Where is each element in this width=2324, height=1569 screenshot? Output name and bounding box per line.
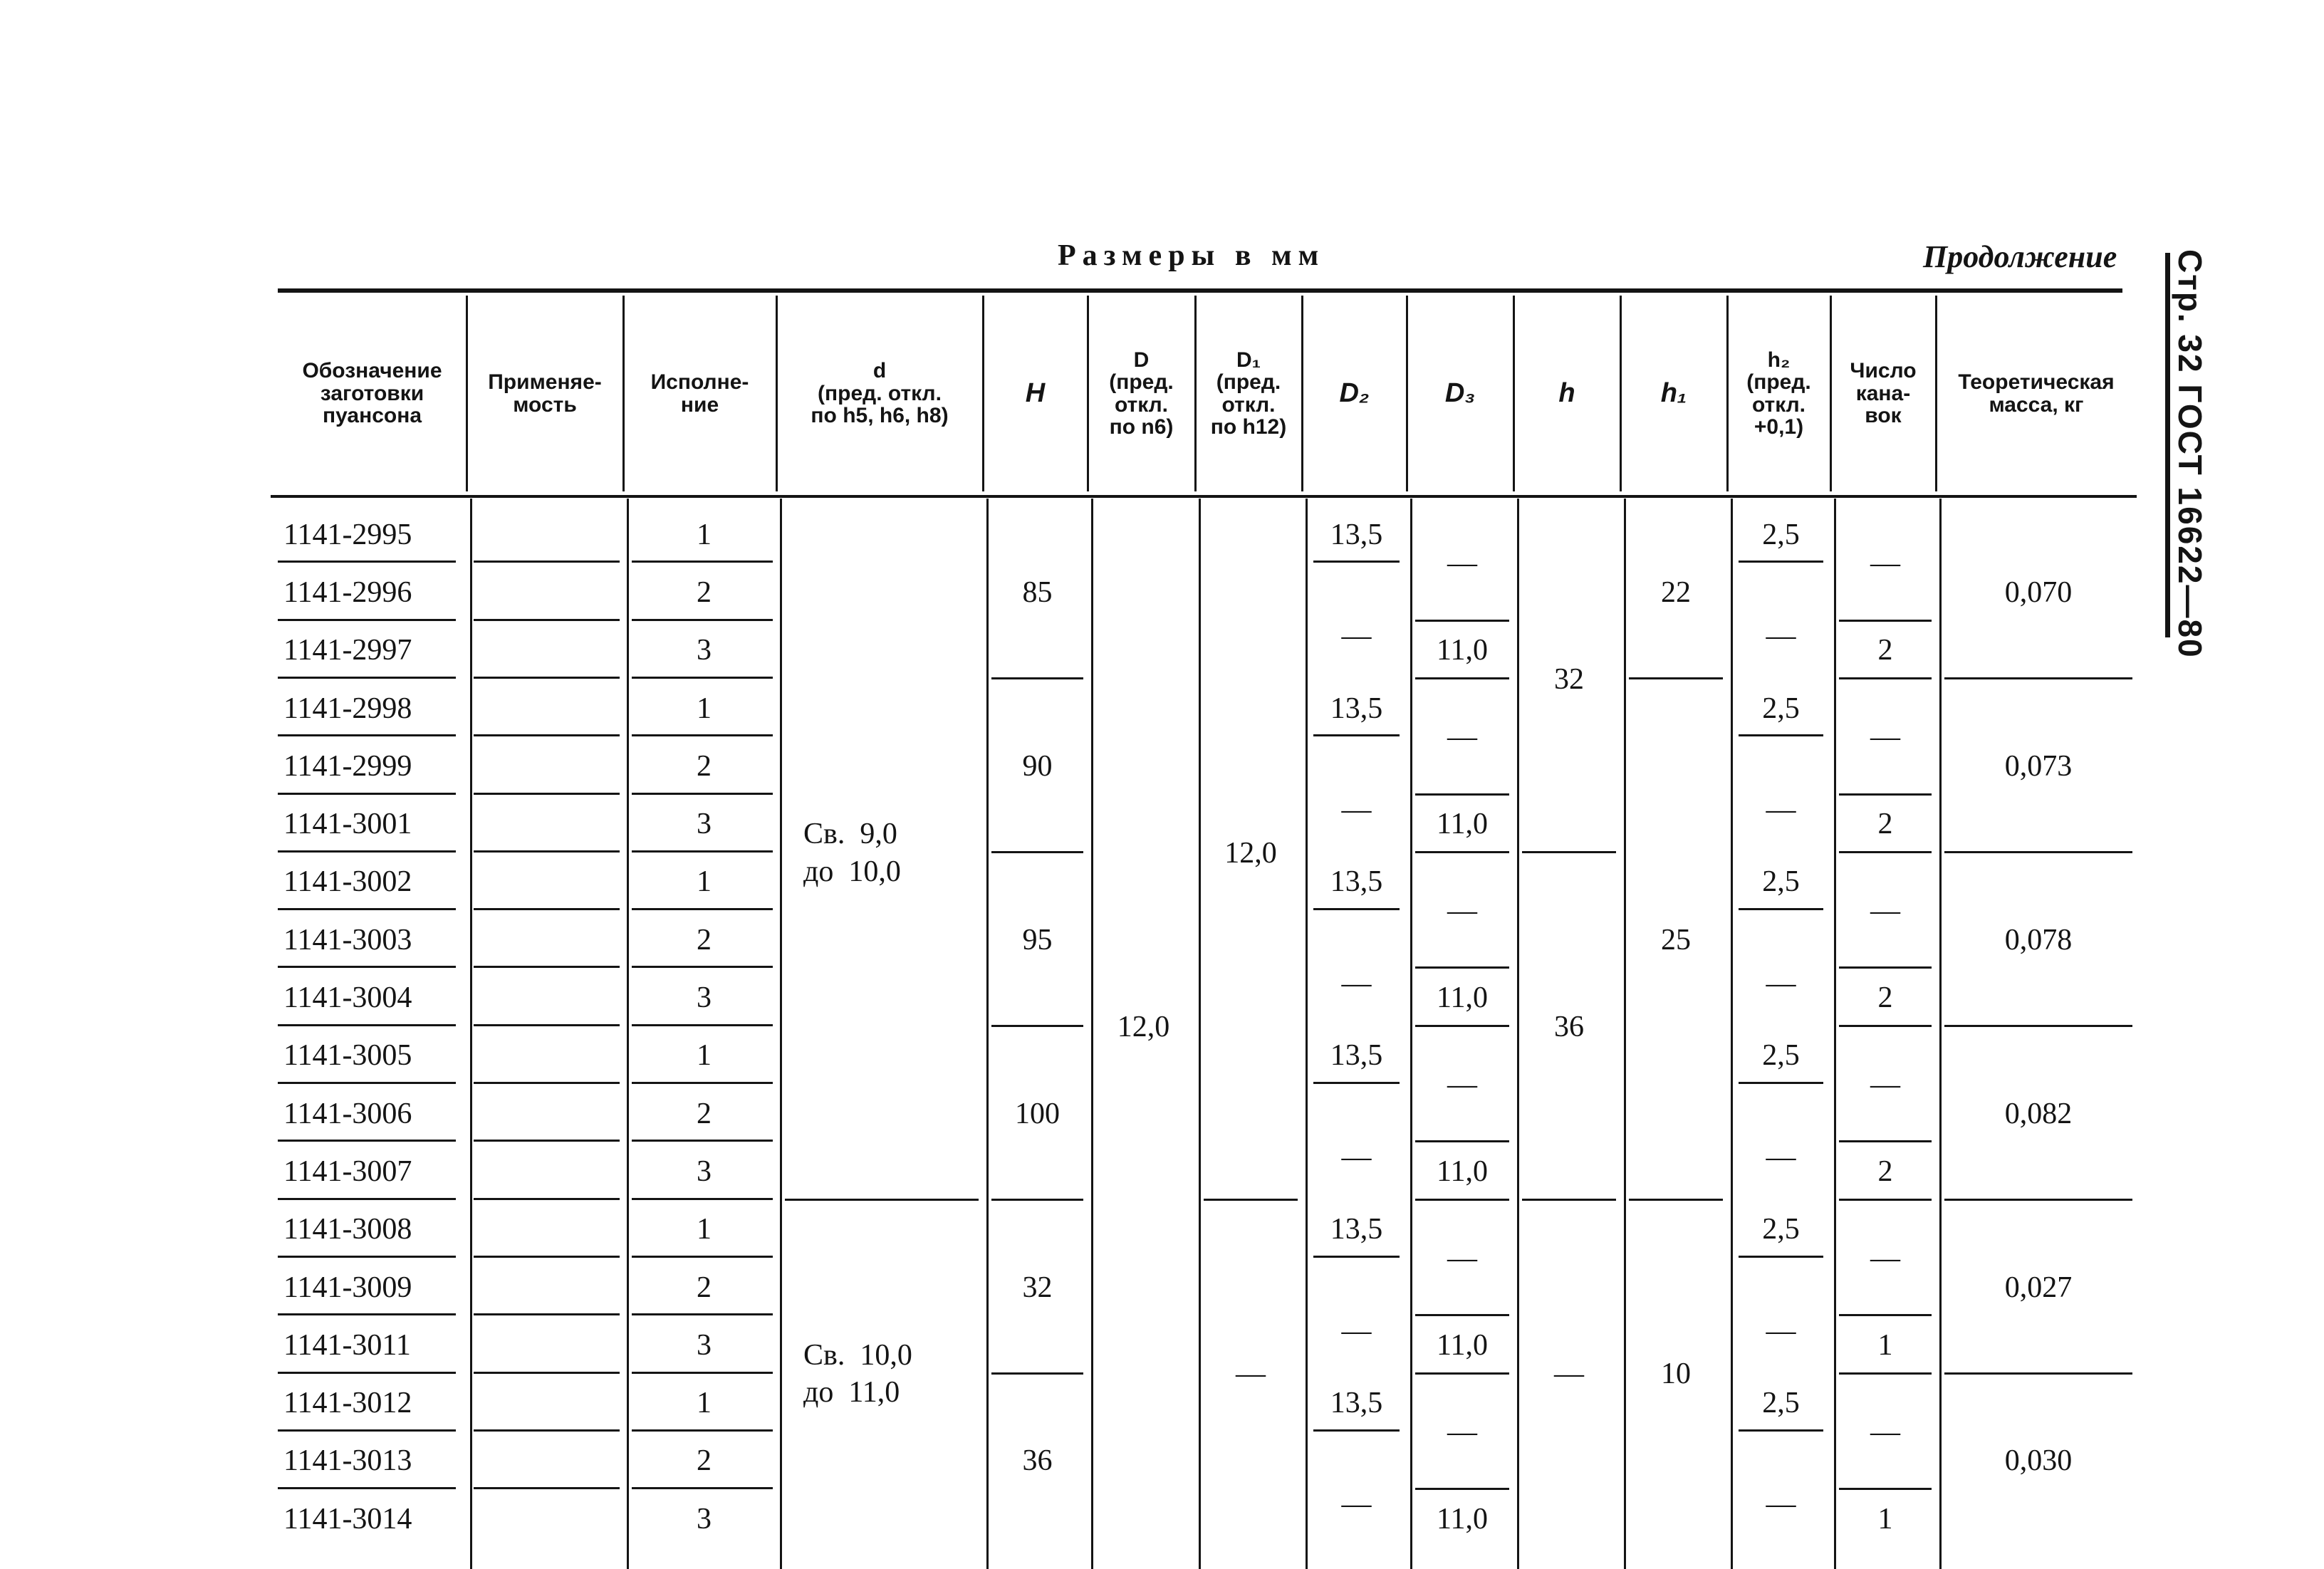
row-rule	[474, 850, 620, 853]
row-rule	[474, 966, 620, 968]
designation-cell: 1141-3008	[283, 1213, 412, 1246]
designation-cell: 1141-3003	[283, 923, 412, 956]
header-column-rule	[1513, 296, 1515, 491]
h2-cell: 2,5	[1762, 692, 1800, 725]
designation-cell: 1141-3004	[283, 981, 412, 1015]
D3-cell: 11,0	[1437, 1502, 1488, 1536]
grooves-cell: 2	[1877, 808, 1893, 841]
designation-cell: 1141-2996	[283, 575, 412, 609]
version-cell: 2	[697, 1444, 712, 1478]
row-rule	[474, 1198, 620, 1200]
row-rule	[278, 1024, 456, 1026]
header-h	[1515, 296, 1619, 491]
d2-cell: —	[1341, 793, 1372, 826]
header-column-rule	[1301, 296, 1303, 491]
h2-cell: —	[1766, 793, 1796, 826]
designation-cell: 1141-2995	[283, 518, 412, 551]
row-rule	[474, 908, 620, 910]
h-cell: —	[1554, 1357, 1584, 1391]
H-cell: 85	[1022, 575, 1053, 609]
row-rule	[632, 1198, 773, 1200]
row-rule	[474, 793, 620, 795]
page-label-text: Стр. 32 ГОСТ 16622—80	[2172, 249, 2209, 659]
mass-cell: 0,027	[2004, 1271, 2073, 1304]
table-top-rule	[278, 288, 2122, 293]
row-rule	[632, 1372, 773, 1374]
d-cell: Св. 10,0 до 11,0	[803, 1338, 912, 1409]
row-rule	[278, 1487, 456, 1489]
D3-cell: 11,0	[1437, 634, 1488, 667]
header-version	[625, 296, 775, 491]
row-rule	[278, 1082, 456, 1084]
row-rule	[278, 1256, 456, 1258]
mass-cell: 0,073	[2004, 749, 2073, 783]
grooves-cell: —	[1870, 895, 1900, 928]
row-rule	[278, 1140, 456, 1142]
h2-cell: 2,5	[1762, 518, 1800, 551]
header-code	[279, 296, 465, 491]
row-rule	[474, 1429, 620, 1432]
designation-cell: 1141-3005	[283, 1039, 412, 1073]
h2-cell: —	[1766, 1314, 1796, 1348]
header-column-rule	[1194, 296, 1197, 491]
d2-cell: 13,5	[1330, 518, 1383, 551]
row-rule	[632, 677, 773, 679]
h-cell: 32	[1554, 662, 1584, 696]
D1-cell: —	[1236, 1357, 1266, 1391]
h-cell: 36	[1554, 1010, 1584, 1043]
H-cell: 90	[1022, 749, 1053, 783]
version-cell: 2	[697, 1097, 712, 1130]
header-column-rule	[1726, 296, 1729, 491]
header-mass	[1937, 296, 2135, 491]
version-cell: 1	[697, 1213, 712, 1246]
row-rule	[632, 619, 773, 621]
version-cell: 1	[697, 518, 712, 551]
h2-cell: 2,5	[1762, 865, 1800, 899]
header-column-rule	[776, 296, 778, 491]
row-rule	[474, 1313, 620, 1315]
D3-cell: —	[1447, 721, 1477, 754]
row-rule	[1313, 734, 1400, 736]
d2-cell: 13,5	[1330, 865, 1383, 899]
d2-cell: 13,5	[1330, 692, 1383, 725]
h1-cell: 22	[1661, 575, 1691, 609]
h1-cell: 10	[1661, 1357, 1691, 1391]
row-rule	[1739, 561, 1823, 563]
grooves-cell: 1	[1877, 1328, 1893, 1362]
d2-cell: —	[1341, 619, 1372, 652]
row-rule	[632, 1256, 773, 1258]
D3-cell: 11,0	[1437, 1328, 1488, 1362]
row-rule	[1739, 1256, 1823, 1258]
version-cell: 3	[697, 1502, 712, 1536]
version-cell: 1	[697, 865, 712, 899]
row-rule	[1739, 1082, 1823, 1084]
version-cell: 3	[697, 981, 712, 1015]
D-cell: 12,0	[1117, 1010, 1170, 1043]
mass-cell: 0,030	[2004, 1444, 2073, 1478]
header-h1-label: h₁	[1660, 377, 1687, 408]
header-D1	[1197, 296, 1301, 491]
mass-cell: 0,078	[2004, 923, 2073, 956]
header-d-label: d (пред. откл. по h5, h6, h8)	[811, 359, 949, 428]
grooves-cell: —	[1870, 1241, 1900, 1275]
grooves-cell: 2	[1877, 1154, 1893, 1188]
row-rule	[474, 1372, 620, 1374]
header-mass-label: Теоретическая масса, кг	[1958, 370, 2115, 417]
row-rule	[474, 561, 620, 563]
row-rule	[1313, 1429, 1400, 1432]
version-cell: 1	[697, 1039, 712, 1073]
header-h-label: h	[1558, 377, 1575, 408]
h2-cell: 2,5	[1762, 1213, 1800, 1246]
H-cell: 36	[1022, 1444, 1053, 1478]
designation-cell: 1141-3006	[283, 1097, 412, 1130]
version-cell: 1	[697, 1387, 712, 1420]
row-rule	[474, 619, 620, 621]
header-H-label: H	[1025, 377, 1046, 408]
row-rule	[278, 1313, 456, 1315]
grooves-cell: —	[1870, 547, 1900, 580]
designation-cell: 1141-2997	[283, 634, 412, 667]
row-rule	[632, 793, 773, 795]
header-code-label: Обозначение заготовки пуансона	[302, 359, 442, 428]
row-rule	[278, 561, 456, 563]
D3-cell: —	[1447, 1415, 1477, 1449]
header-D1-label: D₁ (пред. откл. по h12)	[1210, 348, 1287, 439]
grooves-cell: —	[1870, 1068, 1900, 1101]
row-rule	[632, 1313, 773, 1315]
header-D	[1089, 296, 1194, 491]
d2-cell: 13,5	[1330, 1387, 1383, 1420]
row-rule	[474, 734, 620, 736]
row-rule	[474, 1140, 620, 1142]
h2-cell: —	[1766, 1140, 1796, 1174]
header-D3	[1408, 296, 1512, 491]
header-D2	[1303, 296, 1405, 491]
D1-cell: 12,0	[1224, 836, 1277, 870]
version-cell: 2	[697, 1271, 712, 1304]
designation-cell: 1141-3011	[283, 1328, 411, 1362]
h2-cell: 2,5	[1762, 1039, 1800, 1073]
row-rule	[278, 793, 456, 795]
H-cell: 100	[1015, 1097, 1060, 1130]
row-rule	[474, 1024, 620, 1026]
h2-cell: 2,5	[1762, 1387, 1800, 1420]
mass-cell: 0,082	[2004, 1097, 2073, 1130]
row-rule	[474, 1082, 620, 1084]
D3-cell: 11,0	[1437, 808, 1488, 841]
header-D3-label: D₃	[1444, 377, 1476, 408]
mass-cell: 0,070	[2004, 575, 2073, 609]
row-rule	[632, 908, 773, 910]
row-rule	[632, 561, 773, 563]
row-rule	[474, 1487, 620, 1489]
row-rule	[632, 1140, 773, 1142]
D3-cell: —	[1447, 1068, 1477, 1101]
designation-cell: 1141-2998	[283, 692, 412, 725]
h2-cell: —	[1766, 619, 1796, 652]
H-cell: 95	[1022, 923, 1053, 956]
designation-cell: 1141-3014	[283, 1502, 412, 1536]
header-d	[778, 296, 981, 491]
designation-cell: 1141-3001	[283, 808, 412, 841]
row-rule	[632, 1429, 773, 1432]
d2-cell: 13,5	[1330, 1213, 1383, 1246]
designation-cell: 1141-3013	[283, 1444, 412, 1478]
header-column-rule	[466, 296, 468, 491]
d2-cell: —	[1341, 966, 1372, 1000]
D3-cell: —	[1447, 547, 1477, 580]
row-rule	[632, 966, 773, 968]
d2-cell: 13,5	[1330, 1039, 1383, 1073]
header-column-rule	[1620, 296, 1622, 491]
d2-cell: —	[1341, 1488, 1372, 1521]
row-rule	[632, 1082, 773, 1084]
row-rule	[632, 1024, 773, 1026]
version-cell: 2	[697, 749, 712, 783]
row-rule	[278, 677, 456, 679]
row-rule	[632, 734, 773, 736]
row-rule	[1739, 1429, 1823, 1432]
row-rule	[632, 850, 773, 853]
version-cell: 2	[697, 923, 712, 956]
header-D2-label: D₂	[1339, 377, 1370, 408]
row-rule	[474, 677, 620, 679]
version-cell: 3	[697, 1328, 712, 1362]
header-D-label: D (пред. откл. по n6)	[1109, 348, 1174, 439]
row-rule	[278, 619, 456, 621]
row-rule	[278, 908, 456, 910]
designation-cell: 1141-3007	[283, 1154, 412, 1188]
D3-cell: 11,0	[1437, 981, 1488, 1015]
units-caption: Размеры в мм	[1058, 239, 1325, 272]
H-cell: 32	[1022, 1271, 1053, 1304]
row-rule	[278, 1198, 456, 1200]
header-grooves	[1832, 296, 1934, 491]
header-bottom-rule	[271, 495, 2137, 498]
grooves-cell: 2	[1877, 634, 1893, 667]
row-rule	[278, 1372, 456, 1374]
header-column-rule	[622, 296, 625, 491]
d-cell: Св. 9,0 до 10,0	[803, 818, 901, 888]
header-H	[984, 296, 1086, 491]
D3-cell: —	[1447, 895, 1477, 928]
D3-cell: —	[1447, 1241, 1477, 1275]
header-version-label: Исполне- ние	[650, 370, 749, 417]
header-column-rule	[982, 296, 984, 491]
header-applicability	[468, 296, 622, 491]
designation-cell: 1141-3002	[283, 865, 412, 899]
h2-cell: —	[1766, 966, 1796, 1000]
d2-cell: —	[1341, 1314, 1372, 1348]
row-rule	[278, 966, 456, 968]
header-column-rule	[1087, 296, 1089, 491]
d2-cell: —	[1341, 1140, 1372, 1174]
row-rule	[1313, 1082, 1400, 1084]
grooves-cell: 2	[1877, 981, 1893, 1015]
header-h2-label: h₂ (пред. откл. +0,1)	[1746, 348, 1811, 439]
h1-cell: 25	[1661, 923, 1691, 956]
header-column-rule	[1935, 296, 1937, 491]
row-rule	[278, 1429, 456, 1432]
version-cell: 1	[697, 692, 712, 725]
designation-cell: 1141-3012	[283, 1387, 412, 1420]
row-rule	[1739, 734, 1823, 736]
header-h2	[1729, 296, 1829, 491]
grooves-cell: —	[1870, 1415, 1900, 1449]
designation-cell: 1141-3009	[283, 1271, 412, 1304]
designation-cell: 1141-2999	[283, 749, 412, 783]
header-grooves-label: Число кана- вок	[1850, 359, 1917, 428]
grooves-cell: —	[1870, 721, 1900, 754]
continuation-label: Продолжение	[1923, 239, 2117, 274]
h2-cell: —	[1766, 1488, 1796, 1521]
row-rule	[1313, 561, 1400, 563]
header-h1	[1622, 296, 1726, 491]
row-rule	[278, 850, 456, 853]
row-rule	[1313, 908, 1400, 910]
version-cell: 3	[697, 1154, 712, 1188]
row-rule	[474, 1256, 620, 1258]
row-rule	[1739, 908, 1823, 910]
row-rule	[1313, 1256, 1400, 1258]
version-cell: 3	[697, 634, 712, 667]
row-rule	[632, 1487, 773, 1489]
grooves-cell: 1	[1877, 1502, 1893, 1536]
version-cell: 2	[697, 575, 712, 609]
D3-cell: 11,0	[1437, 1154, 1488, 1188]
version-cell: 3	[697, 808, 712, 841]
header-column-rule	[1406, 296, 1408, 491]
header-column-rule	[1830, 296, 1832, 491]
header-applicability-label: Применяе- мость	[488, 370, 602, 417]
row-rule	[278, 734, 456, 736]
